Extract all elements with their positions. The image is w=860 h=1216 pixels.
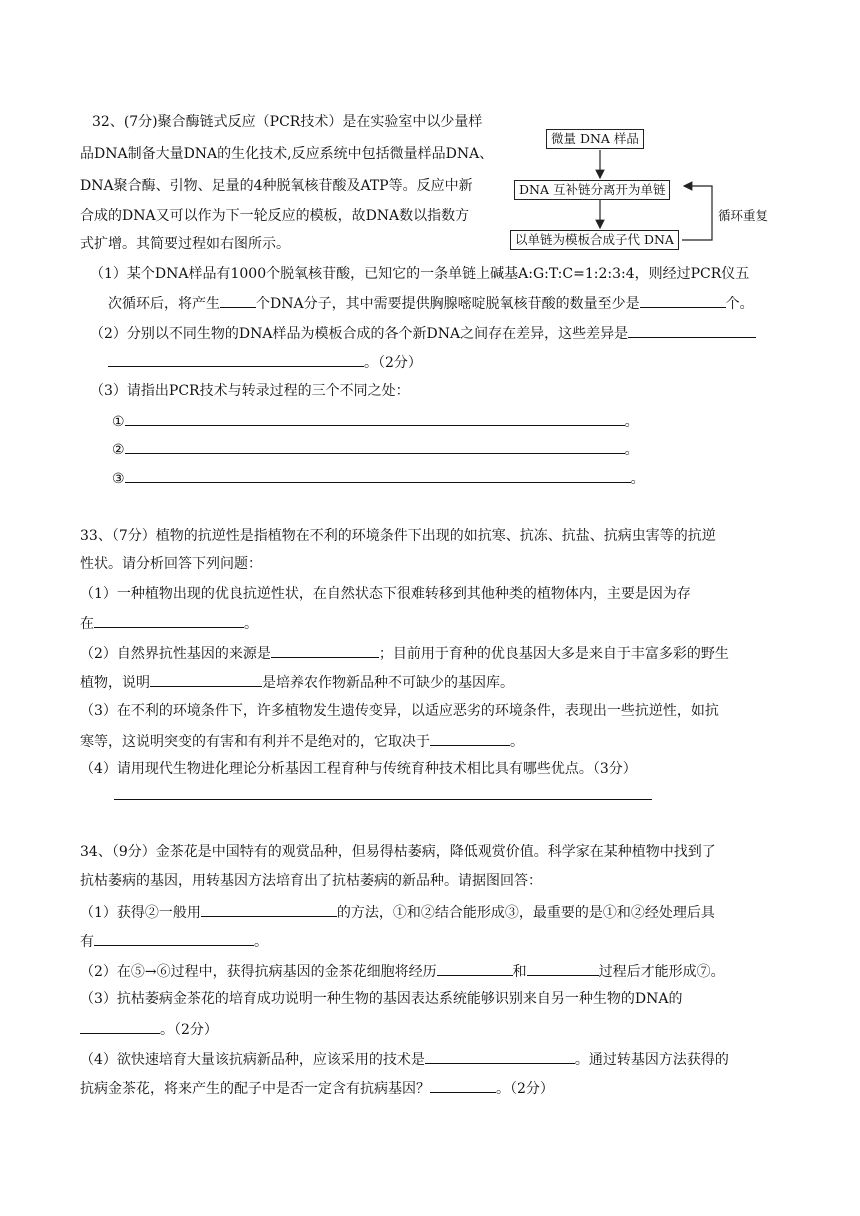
q32-part1-text-c: 个。 [725,296,754,312]
q33-part2-text-b: ；目前用于育种的优良基因大多是来自于丰富多彩的野生 [378,646,729,662]
q32-part2-blank-1[interactable] [628,322,756,338]
q34-part1-text-c: 有 [80,934,94,950]
q34-part1-blank-1[interactable] [201,901,337,917]
q32-part2-line-1 [90,322,756,344]
q34-part4-line-1 [80,1048,729,1070]
q32-intro-line-2: 品DNA制备大量DNA的生化技术,反应系统中包括微量样品DNA、 [80,146,494,162]
q33-part2-text-a: （2）自然界抗性基因的来源是 [80,646,271,662]
period: 。 [624,442,639,458]
q32-part1-blank-2[interactable] [640,292,726,308]
arrow-loop-back [682,186,712,240]
circled-1: ① [112,414,125,430]
q32-intro-line-4: 合成的DNA又可以作为下一轮反应的模板，故DNA数以指数方 [80,208,470,224]
q34-part2-line [80,960,725,982]
q33-part3-text-b: 。 [510,734,524,750]
q34-part3-tail: 。（2分） [160,1022,218,1038]
q34-part4-text-d: 。（2分） [496,1081,554,1097]
q32-part1-line-2 [108,292,754,314]
q32-intro-line-5: 式扩增。其简要过程如右图所示。 [80,236,290,252]
q33-part3-blank[interactable] [430,730,510,746]
q32-part1-text-b: 个DNA分子，其中需要提供胸腺嘧啶脱氧核苷酸的数量至少是 [256,296,640,312]
q33-part2-text-d: 是培养农作物新品种不可缺少的基因库。 [262,675,514,691]
q34-part2-blank-2[interactable] [527,960,599,976]
q32-part3-blank-3[interactable] [125,467,631,483]
q32-part3-prompt: （3）请指出PCR技术与转录过程的三个不同之处： [90,383,410,399]
q34-part4-blank-1[interactable] [425,1048,575,1064]
diagram-loop-label: 循环重复 [718,208,769,223]
q33-intro-line-1: 33、（7分）植物的抗逆性是指植物在不利的环境条件下出现的如抗寒、抗冻、抗盐、抗病虫害等的抗逆 [80,528,716,544]
q32-part2-text: （2）分别以不同生物的DNA样品为模板合成的各个新DNA之间存在差异，这些差异是 [90,326,629,342]
q34-intro-line-1: 34、（9分）金茶花是中国特有的观赏品种，但易得枯萎病，降低观赏价值。科学家在某种植物中找到了 [80,844,716,860]
period: 。 [630,471,645,487]
q32-part3-answer-3 [112,467,645,489]
q32-intro-line-1: 32、(7分)聚合酶链式反应（PCR技术）是在实验室中以少量样 [92,114,483,130]
q32-part2-blank-2[interactable] [108,351,364,367]
diagram-box-synthesis: 以单链为模板合成子代 DNA [510,230,679,250]
q32-part1-line-1: （1）某个DNA样品有1000个脱氧核苷酸，已知它的一条单链上碱基A:G:T:C=1:2:3:4，则经过PCR仪五 [90,266,750,282]
q34-part3-line-2 [80,1018,218,1040]
q33-part3-line-2 [80,730,524,752]
q34-part3-line-1: （3）抗枯萎病金茶花的培育成功说明一种生物的基因表达系统能够识别来自另一种生物的DNA的 [80,991,683,1007]
q33-part1-text-b: 。 [244,616,258,632]
q33-part2-blank-1[interactable] [271,642,379,658]
q33-part1-text-a: 在 [80,616,94,632]
q32-part3-blank-1[interactable] [125,410,625,426]
q33-part1-line-2 [80,612,258,634]
circled-3: ③ [112,471,125,487]
q33-intro-line-2: 性状。请分析回答下列问题： [80,556,262,572]
q33-part4-blank[interactable] [114,784,652,800]
q33-part3-line-1: （3）在不利的环境条件下，许多植物发生遗传变异，以适应恶劣的环境条件，表现出一些抗逆性，如抗 [80,703,719,719]
q33-part4-answer [114,784,652,806]
q34-part4-text-c: 抗病金茶花，将来产生的配子中是否一定含有抗病基因？ [80,1081,430,1097]
q32-intro-line-3: DNA聚合酶、引物、足量的4种脱氧核苷酸及ATP等。反应中新 [80,178,473,194]
q33-part2-line-2 [80,671,514,693]
q34-intro-line-2: 抗枯萎病的基因，用转基因方法培育出了抗枯萎病的新品种。请据图回答： [80,873,542,889]
q33-part1-line-1: （1）一种植物出现的优良抗逆性状，在自然状态下很难转移到其他种类的植物体内，主要是因为存 [80,586,691,602]
diagram-box-denature: DNA 互补链分离开为单链 [514,180,670,200]
q34-part4-blank-2[interactable] [430,1077,496,1093]
q34-part1-text-b: 的方法，①和②结合能形成③，最重要的是①和②经处理后具 [336,905,715,921]
q33-part2-blank-2[interactable] [150,671,262,687]
q34-part2-blank-1[interactable] [437,960,513,976]
q34-part4-text-a: （4）欲快速培育大量该抗病新品种，应该采用的技术是 [80,1052,425,1068]
q34-part3-blank[interactable] [80,1018,160,1034]
q34-part1-text-a: （1）获得②一般用 [80,905,201,921]
q33-part3-text-a: 寒等，这说明突变的有害和有利并不是绝对的，它取决于 [80,734,430,750]
q33-part2-line-1 [80,642,729,664]
circled-2: ② [112,442,125,458]
q34-part4-text-b: 。通过转基因方法获得的 [574,1052,729,1068]
period: 。 [624,414,639,430]
q34-part2-text-c: 过程后才能形成⑦。 [598,964,725,980]
q34-part1-line-2 [80,930,268,952]
diagram-box-sample: 微量 DNA 样品 [546,129,644,149]
q32-part1-blank-1[interactable] [220,292,256,308]
q32-part3-answer-2 [112,438,639,460]
q32-part2-line-2 [108,351,422,373]
q34-part4-line-2 [80,1077,554,1099]
q34-part2-text-b: 和 [512,964,527,980]
q33-part1-blank[interactable] [94,612,244,628]
q33-part4-prompt: （4）请用现代生物进化理论分析基因工程育种与传统育种技术相比具有哪些优点。（3分） [80,761,637,777]
q32-part2-tail: 。（2分） [364,355,422,371]
q34-part1-text-d: 。 [254,934,268,950]
q33-part2-text-c: 植物，说明 [80,675,150,691]
q34-part1-line-1 [80,901,715,923]
q34-part2-text-a: （2）在⑤→⑥过程中，获得抗病基因的金茶花细胞将经历 [80,964,437,980]
q32-part3-answer-1 [112,410,639,432]
q32-part3-blank-2[interactable] [125,438,625,454]
q32-part1-text-a: 次循环后，将产生 [108,296,220,312]
q34-part1-blank-2[interactable] [94,930,254,946]
